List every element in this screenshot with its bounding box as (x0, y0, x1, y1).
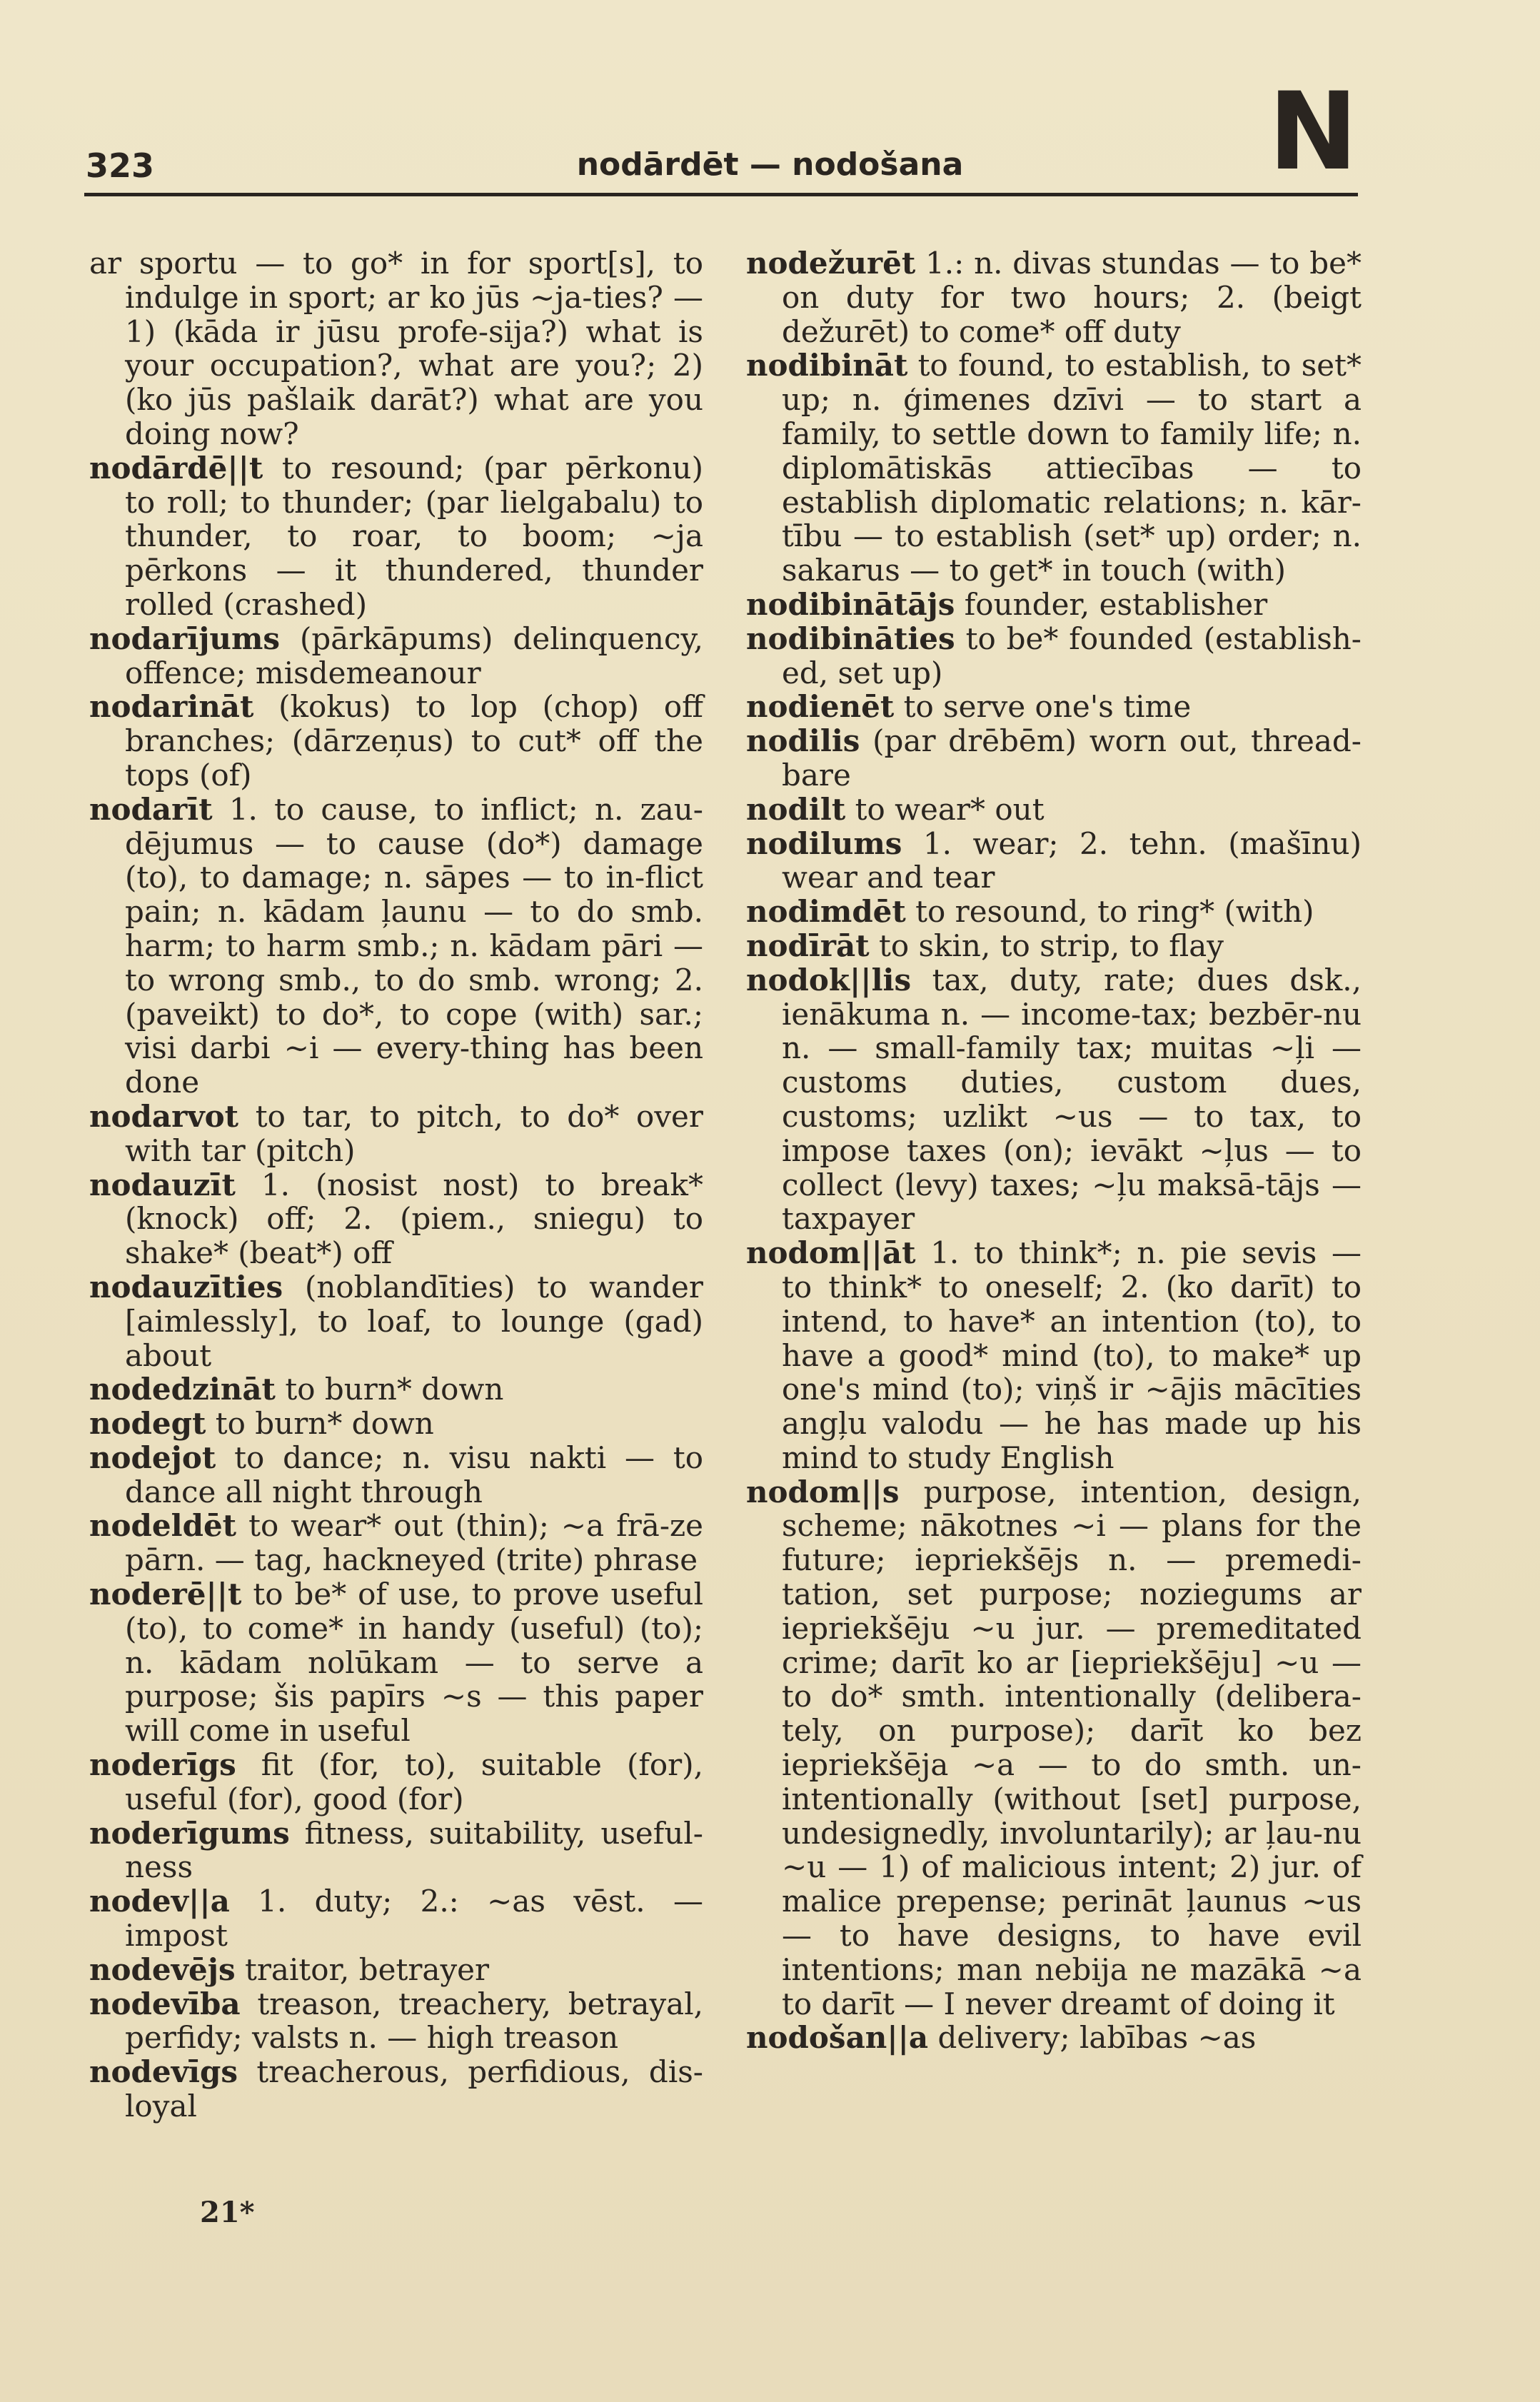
dictionary-entry (89, 1168, 703, 1270)
dictionary-entry (746, 246, 1362, 348)
entry-definition: (kokus) to lop (chop) off branches; (dārzeņus) to cut* off the tops (of) (125, 689, 703, 793)
entry-definition: ar sportu — to go* in for sport[s], to indulge in sport; ar ko jūs ~ja-ties? — 1) (kāda ir jūsu profe-sija?) what is your occupation?, what are you?; 2) (ko jūs pašlaik darāt?) what are you doing now? (89, 246, 703, 451)
entry-definition: 1.: n. divas stundas — to be* on duty for two hours; 2. (beigt dežurēt) to come* off duty (782, 246, 1362, 349)
entry-definition: founder, establisher (955, 586, 1268, 622)
entry-headword: nodošan||a (746, 2020, 929, 2056)
dictionary-entry (746, 793, 1362, 827)
entry-headword: nodīrāt (746, 928, 870, 963)
entry-headword: nodevība (89, 1986, 241, 2021)
entry-definition: to tar, to pitch, to do* over with tar (pitch) (125, 1098, 703, 1168)
entry-headword: nodežurēt (746, 246, 916, 281)
entry-definition: 1. to think*; n. pie sevis — to think* to oneself; 2. (ko darīt) to intend, to have* an intention (to), to have a good* mind (to), to make* up one's mind (to); viņš ir ~ājis mācīties angļu valodu — he has made up his mind to study English (782, 1235, 1362, 1475)
dictionary-entry (89, 2055, 703, 2124)
entry-definition: to skin, to strip, to flay (869, 928, 1224, 963)
entry-headword: nodom||s (746, 1474, 900, 1509)
section-letter: N (1268, 70, 1358, 194)
page-number: 323 (86, 146, 155, 185)
entry-definition: 1. wear; 2. tehn. (mašīnu) wear and tear (782, 825, 1362, 895)
entry-headword: nodarvot (89, 1098, 239, 1134)
dictionary-entry (89, 1816, 703, 1885)
entry-definition: to serve one's time (894, 689, 1192, 725)
left-column (89, 246, 703, 2124)
dictionary-entry (89, 1577, 703, 1748)
entry-headword: nodimdēt (746, 894, 906, 930)
entry-headword: nodibināt (746, 348, 908, 383)
dictionary-entry (746, 588, 1362, 622)
entry-headword: nodok||lis (746, 962, 912, 998)
entry-headword: nodev||a (89, 1884, 230, 1919)
entry-headword: nodegt (89, 1406, 206, 1442)
entry-headword: nodevējs (89, 1951, 236, 1987)
entry-definition: (noblandīties) to wander [aimlessly], to loaf, to lounge (gad) about (125, 1269, 703, 1373)
dictionary-entry (746, 724, 1362, 793)
dictionary-entry (89, 622, 703, 690)
entry-definition: to found, to establish, to set* up; n. ģimenes dzīvi — to start a family, to settle down to family life; n. diplomātiskās attiecības — to establish diplomatic relations; n. kār-tību — to establish (set* up) order; n. sakarus — to get* in touch (with) (782, 348, 1362, 588)
dictionary-entry (89, 690, 703, 792)
entry-definition: to resound, to ring* (with) (905, 894, 1314, 930)
entry-definition: 1. to cause, to inflict; n. zau-dējumus — to cause (do*) damage (to), to damage; n. sāpes — to in-flict pain; n. kādam ļaunu — to do smb. harm; to harm smb.; n. kādam pāri — to wrong smb., to do smb. wrong; 2. (paveikt) to do*, to cope (with) sar.; visi darbi ~i — every-thing has been done (125, 791, 703, 1100)
dictionary-entry (746, 622, 1362, 690)
dictionary-entry (746, 929, 1362, 963)
entry-definition: to wear* out (845, 791, 1045, 827)
entry-definition: to be* of use, to prove useful (to), to come* in handy (useful) (to); n. kādam nolūkam — to serve a purpose; šis papīrs ~s — this paper will come in useful (125, 1577, 703, 1749)
header-rule (84, 193, 1358, 196)
entry-definition: to dance; n. visu nakti — to dance all night through (125, 1439, 703, 1509)
dictionary-entry (89, 793, 703, 1100)
entry-headword: nodeldēt (89, 1508, 237, 1544)
entry-headword: nodedzināt (89, 1372, 276, 1407)
entry-headword: noderīgums (89, 1815, 290, 1851)
entry-headword: noderīgs (89, 1747, 236, 1783)
entry-headword: nodilt (746, 791, 846, 827)
entry-definition: to be* founded (establish-ed, set up) (782, 620, 1362, 690)
dictionary-entry (89, 1270, 703, 1372)
dictionary-entry (89, 1884, 703, 1953)
dictionary-entry (746, 1236, 1362, 1475)
entry-headword: nodejot (89, 1439, 216, 1475)
dictionary-entry (746, 2021, 1362, 2055)
dictionary-entry (89, 1509, 703, 1577)
entry-definition: 1. (nosist nost) to break* (knock) off; 2. (piem., sniegu) to shake* (beat*) off (125, 1167, 703, 1271)
entry-definition: treacherous, perfidious, dis-loyal (125, 2054, 703, 2124)
running-head: nodārdēt — nodošana (576, 146, 964, 183)
dictionary-entry (89, 1100, 703, 1168)
entry-definition: (pārkāpums) delinquency, offence; misdemeanour (125, 620, 703, 690)
dictionary-entry (746, 895, 1362, 929)
dictionary-entry (89, 246, 703, 451)
entry-definition: (par drēbēm) worn out, thread-bare (782, 723, 1362, 793)
entry-headword: nodilums (746, 825, 902, 861)
entry-definition: treason, treachery, betrayal, perfidy; valsts n. — high treason (125, 1986, 703, 2056)
entry-headword: nodārdē||t (89, 450, 263, 486)
entry-definition: to wear* out (thin); ~a frā-ze pārn. — tag, hackneyed (trite) phrase (125, 1508, 703, 1578)
dictionary-entry (89, 451, 703, 622)
entry-headword: nodienēt (746, 689, 895, 725)
entry-headword: noderē||t (89, 1577, 242, 1612)
dictionary-entry (746, 348, 1362, 588)
entry-definition: traitor, betrayer (235, 1951, 490, 1987)
signature-mark: 21* (200, 2196, 255, 2229)
dictionary-entry (89, 1953, 703, 1987)
entry-definition: fitness, suitability, useful-ness (125, 1815, 703, 1885)
entry-definition: tax, duty, rate; dues dsk., ienākuma n. — income-tax; bezbēr-nu n. — small-family tax; muitas ~ļi — customs duties, custom dues, customs; uzlikt ~us — to tax, to impose taxes (on); ievākt ~ļus — to collect (levy) taxes; ~ļu maksā-tājs — taxpayer (782, 962, 1362, 1237)
entry-headword: nodarīt (89, 791, 213, 827)
dictionary-entry (746, 690, 1362, 724)
entry-headword: nodibinātājs (746, 586, 955, 622)
entry-headword: nodom||āt (746, 1235, 916, 1271)
dictionary-entry (89, 1748, 703, 1816)
right-column (746, 246, 1362, 2055)
dictionary-entry (89, 1407, 703, 1441)
entry-headword: nodarināt (89, 689, 254, 725)
entry-definition: delivery; labības ~as (928, 2020, 1257, 2056)
entry-headword: nodauzīties (89, 1269, 283, 1305)
entry-headword: nodarījums (89, 620, 281, 656)
entry-definition: to resound; (par pērkonu) to roll; to thunder; (par lielgabalu) to thunder, to roar, to boom; ~ja pērkons — it thundered, thunder rolled (crashed) (125, 450, 703, 622)
entry-headword: nodevīgs (89, 2054, 238, 2090)
dictionary-entry (89, 1372, 703, 1407)
entry-definition: fit (for, to), suitable (for), useful (for), good (for) (125, 1747, 703, 1816)
entry-headword: nodibināties (746, 620, 955, 656)
entry-definition: purpose, intention, design, scheme; nākotnes ~i — plans for the future; iepriekšējs n. — premedi-tation, set purpose; noziegums ar iepriekšēju ~u jur. — premeditated crime; darīt ko ar [iepriekšēju] ~u — to do* smth. intentionally (delibera-tely, on purpose); darīt ko bez iepriekšēja ~a — to do smth. un-intentionally (without [set] purpose, undesignedly, involuntarily); ar ļau-nu ~u — 1) of malicious intent; 2) jur. of malice prepense; perināt ļaunus ~us — to have designs, to have evil intentions; man nebija ne mazākā ~a to darīt — I never dreamt of doing it (782, 1474, 1362, 2021)
entry-headword: nodauzīt (89, 1167, 236, 1202)
entry-definition: to burn* down (275, 1372, 504, 1407)
entry-definition: 1. duty; 2.: ~as vēst. — impost (125, 1884, 703, 1954)
dictionary-entry (746, 1475, 1362, 2021)
dictionary-entry (89, 1987, 703, 2056)
entry-definition: to burn* down (206, 1406, 434, 1442)
entry-headword: nodilis (746, 723, 860, 759)
dictionary-entry (746, 963, 1362, 1236)
dictionary-entry (89, 1441, 703, 1509)
dictionary-entry (746, 827, 1362, 895)
